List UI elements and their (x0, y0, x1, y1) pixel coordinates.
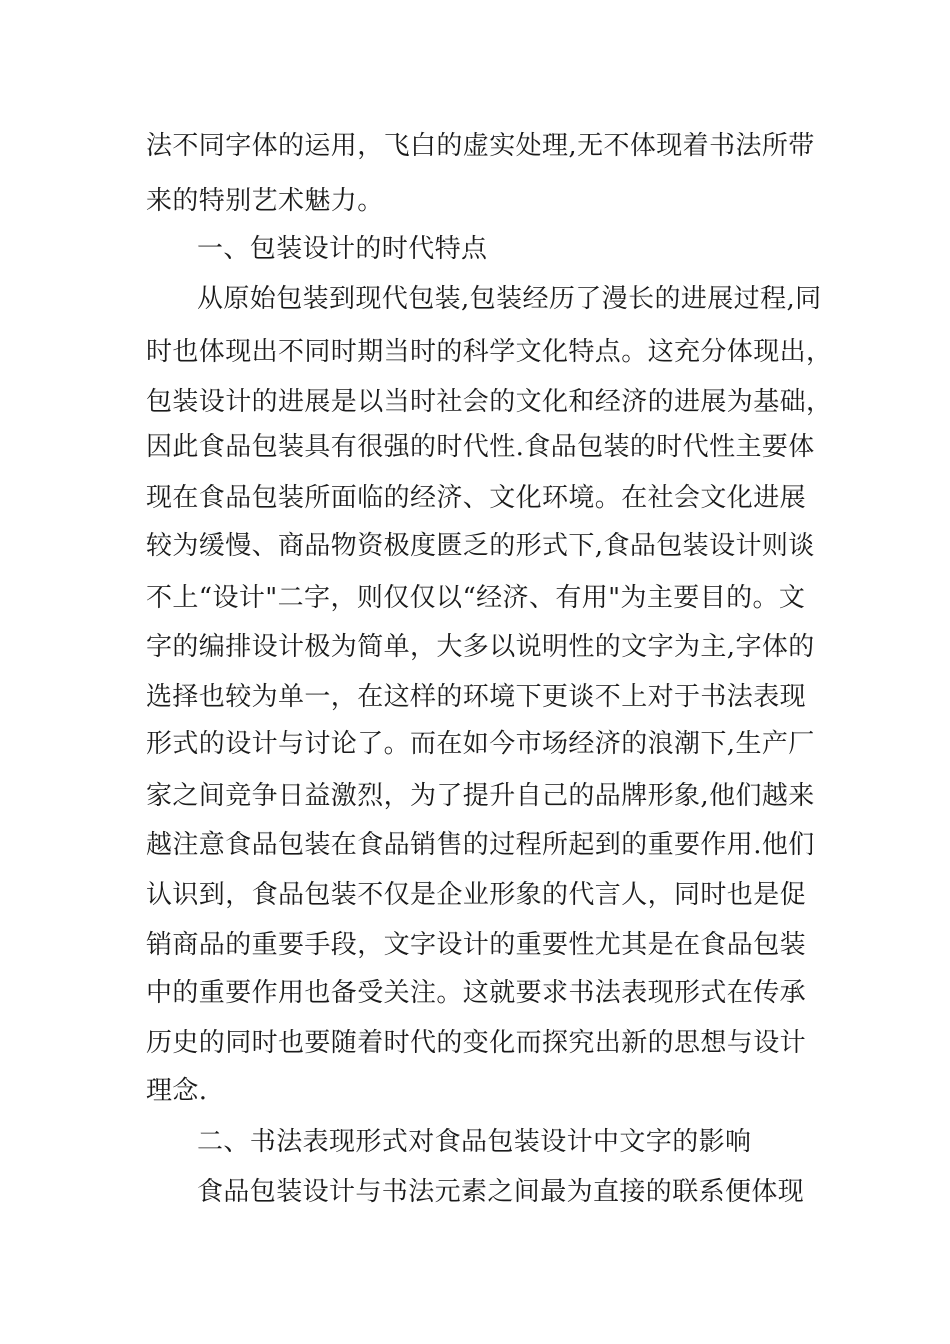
paragraph-line: 现在食品包装所面临的经济、文化环境。在社会文化进展 (146, 483, 807, 513)
paragraph-line: 时也体现出不同时期当时的科学文化特点。这充分体现出， (146, 337, 833, 367)
paragraph-line: 字的编排设计极为简单，大多以说明性的文字为主,字体的 (146, 632, 815, 662)
paragraph-line: 认识到，食品包装不仅是企业形象的代言人，同时也是促 (146, 880, 807, 910)
section-heading: 二、书法表现形式对食品包装设计中文字的影响 (197, 1127, 752, 1157)
paragraph-line: 较为缓慢、商品物资极度匮乏的形式下,食品包装设计则谈 (146, 531, 815, 561)
paragraph-line: 从原始包装到现代包装,包装经历了漫长的进展过程,同 (197, 284, 822, 314)
paragraph-line: 销商品的重要手段，文字设计的重要性尤其是在食品包装 (146, 930, 807, 960)
paragraph-line: 不上“设计"二字，则仅仅以“经济、有用"为主要目的。文 (146, 583, 806, 613)
paragraph-line: 越注意食品包装在食品销售的过程所起到的重要作用.他们 (146, 830, 815, 860)
paragraph-line: 家之间竞争日益激烈，为了提升自己的品牌形象,他们越来 (146, 781, 815, 811)
paragraph-line: 来的特别艺术魅力。 (146, 186, 384, 216)
paragraph-line: 形式的设计与讨论了。而在如今市场经济的浪潮下,生产厂 (146, 729, 815, 759)
paragraph-line: 理念. (146, 1076, 208, 1106)
paragraph-line: 包装设计的进展是以当时社会的文化和经济的进展为基础， (146, 387, 833, 417)
paragraph-line: 中的重要作用也备受关注。这就要求书法表现形式在传承 (146, 978, 807, 1008)
paragraph-line: 食品包装设计与书法元素之间最为直接的联系便体现 (197, 1177, 805, 1207)
section-heading: 一、包装设计的时代特点 (197, 234, 488, 264)
paragraph-line: 因此食品包装具有很强的时代性.食品包装的时代性主要体 (146, 432, 815, 462)
paragraph-line: 历史的同时也要随着时代的变化而探究出新的思想与设计 (146, 1028, 807, 1058)
paragraph-line: 选择也较为单一，在这样的环境下更谈不上对于书法表现 (146, 682, 807, 712)
paragraph-line: 法不同字体的运用，飞白的虚实处理,无不体现着书法所带 (146, 131, 815, 161)
